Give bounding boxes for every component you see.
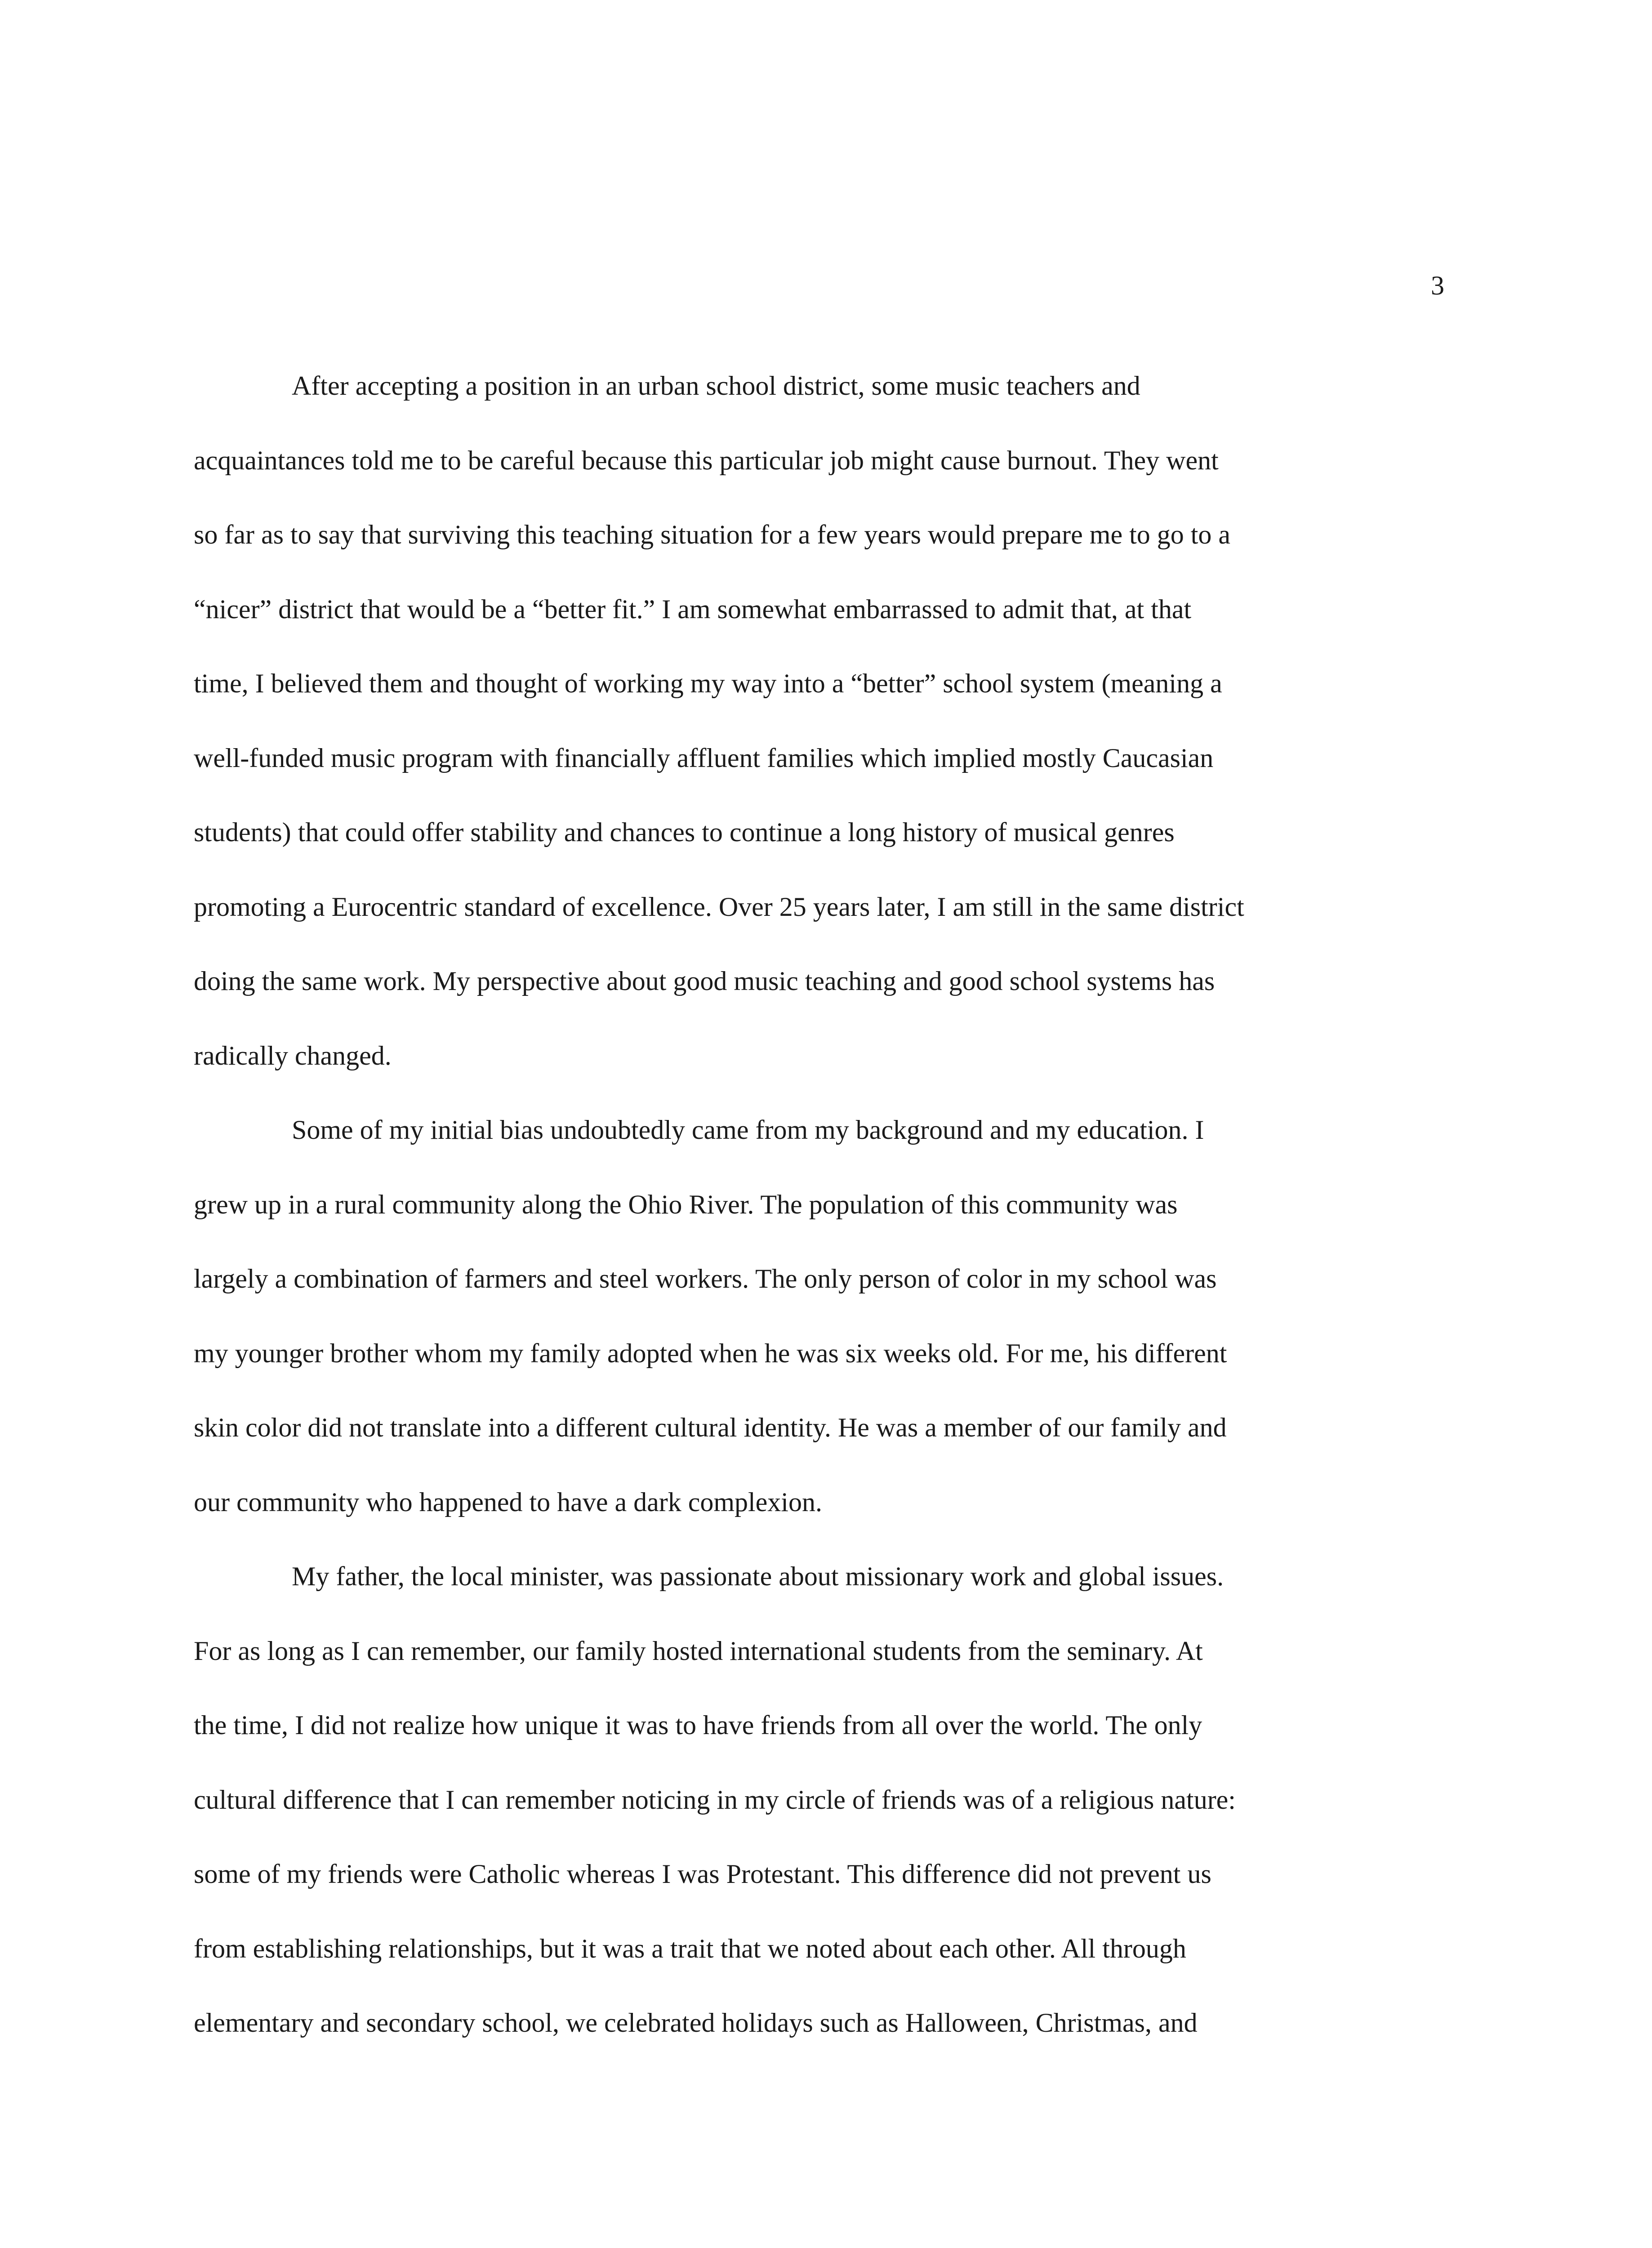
text-line: doing the same work. My perspective about good music teaching and good school systems has [194,966,1215,996]
text-line: acquaintances told me to be careful because this particular job might cause burnout. They went [194,445,1219,475]
text-line: After accepting a position in an urban school district, some music teachers and [292,371,1140,401]
text-line: cultural difference that I can remember noticing in my circle of friends was of a religious nature: [194,1784,1236,1815]
text-line: largely a combination of farmers and steel workers. The only person of color in my school was [194,1264,1217,1293]
text-line: elementary and secondary school, we celebrated holidays such as Halloween, Christmas, and [194,2008,1198,2038]
text-line: our community who happened to have a dark complexion. [194,1487,822,1517]
text-line: the time, I did not realize how unique it was to have friends from all over the world. The only [194,1710,1202,1740]
text-line: skin color did not translate into a different cultural identity. He was a member of our family and [194,1413,1227,1442]
text-line: some of my friends were Catholic whereas I was Protestant. This difference did not prevent us [194,1859,1211,1889]
text-line: my younger brother whom my family adopted when he was six weeks old. For me, his different [194,1338,1227,1368]
text-line: so far as to say that surviving this teaching situation for a few years would prepare me to go to a [194,520,1231,549]
text-line: My father, the local minister, was passionate about missionary work and global issues. [292,1561,1224,1591]
text-line: students) that could offer stability and chances to continue a long history of musical genres [194,817,1175,847]
page-number: 3 [1431,271,1444,300]
text-line: “nicer” district that would be a “better fit.” I am somewhat embarrassed to admit that, at that [194,594,1192,624]
text-line: from establishing relationships, but it was a trait that we noted about each other. All through [194,1933,1186,1963]
text-line: well-funded music program with financially affluent families which implied mostly Caucasian [194,743,1214,773]
text-line: promoting a Eurocentric standard of excellence. Over 25 years later, I am still in the same district [194,892,1244,922]
text-line: time, I believed them and thought of working my way into a “better” school system (meaning a [194,669,1222,698]
text-line: radically changed. [194,1040,392,1070]
body-text [194,370,1452,2081]
text-line: Some of my initial bias undoubtedly came from my background and my education. I [292,1115,1204,1145]
text-line: For as long as I can remember, our family hosted international students from the seminary. At [194,1636,1203,1666]
text-line: grew up in a rural community along the Ohio River. The population of this community was [194,1189,1178,1219]
